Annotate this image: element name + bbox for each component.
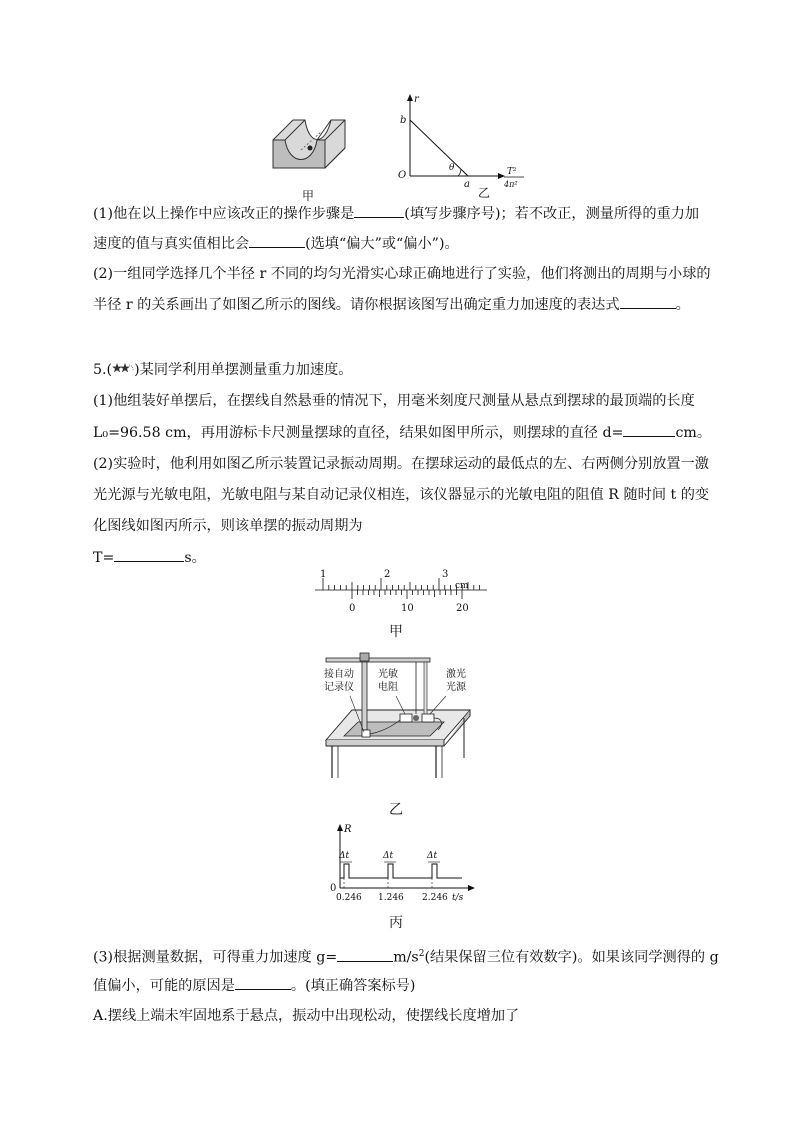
vernier-scale — [352, 590, 462, 599]
axis-x-num: T² — [507, 167, 517, 177]
label-laser-2: 光源 — [446, 682, 466, 693]
axis-r-label: r — [414, 94, 419, 105]
delta-t-1: Δt — [339, 851, 350, 861]
main-label-3: 3 — [442, 569, 449, 580]
figure-caption-yi: 乙 — [389, 802, 403, 818]
label-laser-1: 激光 — [446, 669, 466, 680]
q5-part3-unit: m/s — [393, 949, 419, 966]
figure-caption-bing: 丙 — [389, 915, 403, 931]
q5-part2-text-b: 光光源与光敏电阻，光敏电阻与某自动记录仪相连，该仪器显示的光敏电阻的阻值 R 随时间 t 的变 — [93, 487, 710, 503]
q4-part1-line2 — [93, 233, 459, 254]
q5-part3-text-e: 。(填正确答案标号) — [290, 978, 416, 994]
q4-part2-line1 — [93, 264, 711, 284]
label-resistor-2: 电阻 — [378, 682, 398, 693]
q5-part1-text-b: L₀=96.58 cm，再用游标卡尺测量摆球的直径，结果如图甲所示，则摆球的直径 d= — [93, 425, 624, 441]
q5-part1-line2 — [93, 422, 711, 443]
figure-label-yi-top: 乙 — [478, 186, 491, 200]
axis-R-label: R — [344, 824, 352, 835]
figure-label-jia-top: 甲 — [302, 189, 315, 203]
q5-part1-text-a: (1)他组装好单摆后，在摆线自然悬垂的情况下，用毫米刻度尺测量从悬点到摆球的最顶端的长度 — [93, 393, 695, 409]
point-a-label: a — [464, 179, 470, 190]
q5-part3-line2 — [93, 975, 415, 996]
q5-part2-line2 — [93, 485, 709, 505]
q5-part2-line1 — [93, 454, 709, 474]
origin-0: 0 — [330, 883, 337, 894]
q4-part2-text-c: 。 — [675, 297, 690, 313]
resistance-trace — [340, 864, 462, 878]
q4-part2-text-a: (2)一组同学选择几个半径 r 不同的均匀光滑实心球正确地进行了实验，他们将测出的周期与小球的 — [93, 266, 711, 282]
q5-part3-line1 — [93, 944, 719, 968]
label-recorder-1: 接自动 — [324, 669, 354, 680]
tick-2246: 2.246 — [422, 893, 448, 903]
q5-part2-line4 — [93, 547, 206, 568]
q5-part2-text-c: 化图线如图丙所示，则该单摆的振动周期为 — [93, 518, 363, 534]
figure-caption-jia: 甲 — [389, 624, 403, 640]
option-a[interactable] — [93, 1006, 519, 1026]
main-label-2: 2 — [384, 569, 391, 580]
tick-0246: 0.246 — [336, 893, 362, 903]
q5-part2-text-e: s。 — [184, 550, 206, 566]
q5-part3-sup: 2 — [418, 949, 425, 959]
q5-part3-text-c: (结果保留三位有效数字)。如果该同学测得的 g — [424, 949, 719, 966]
axis-x-den: 4π² — [504, 180, 518, 189]
q4-part1-text-a: (1)他在以上操作中应该改正的操作步骤是 — [93, 206, 355, 222]
origin-label: O — [398, 170, 407, 181]
q5-title: 某同学利用单摆测量重力加速度。 — [139, 362, 353, 378]
answer-blank-period[interactable] — [114, 547, 184, 562]
vernier-label-10: 10 — [401, 603, 414, 614]
answer-blank-reason[interactable] — [235, 975, 291, 990]
label-resistor-1: 光敏 — [378, 669, 398, 680]
q4-part1-line1 — [93, 203, 699, 224]
delta-t-2: Δt — [383, 851, 394, 861]
q4-part1-text-c: 速度的值与真实值相比会 — [93, 236, 250, 252]
q5-part2-text-d: T= — [93, 550, 115, 566]
q4-part1-text-d: (选填“偏大”或“偏小”)。 — [305, 236, 459, 252]
r-t-graph-figure — [322, 822, 482, 904]
q4-part2-line2 — [93, 294, 690, 315]
answer-blank-step[interactable] — [354, 203, 404, 218]
vernier-caliper-figure — [315, 568, 495, 618]
q5-part1-text-c: cm。 — [675, 425, 712, 441]
unit-cm: cm — [455, 581, 469, 591]
q5-number: 5.( — [93, 362, 113, 378]
vernier-label-20: 20 — [456, 603, 469, 614]
ball — [308, 146, 313, 151]
answer-blank-g[interactable] — [337, 947, 393, 962]
vernier-label-0: 0 — [349, 603, 356, 614]
pendulum-apparatus-figure — [318, 648, 478, 783]
option-a-text: A.摆线上端未牢固地系于悬点，振动中出现松动，使摆线长度增加了 — [93, 1008, 520, 1024]
tick-1246: 1.246 — [378, 893, 404, 903]
label-recorder-2: 记录仪 — [324, 682, 354, 693]
q5-part2-text-a: (2)实验时，他利用如图乙所示装置记录振动周期。在摆球运动的最低点的左、右两侧分别放置一激 — [93, 456, 709, 472]
r-vs-t2-graph — [390, 92, 540, 192]
q5-part1-line1 — [93, 391, 695, 411]
main-label-1: 1 — [320, 569, 327, 580]
q4-part1-text-b: (填写步骤序号)；若不改正，测量所得的重力加 — [404, 206, 700, 222]
q5-part3-text-a: (3)根据测量数据，可得重力加速度 g= — [93, 949, 338, 966]
q5-heading — [93, 360, 352, 380]
answer-blank-diameter[interactable] — [623, 422, 675, 437]
difficulty-stars-icon — [112, 362, 134, 376]
q5-close-paren: ) — [134, 362, 140, 378]
delta-t-3: Δt — [427, 851, 438, 861]
q5-part3-text-d: 值偏小，可能的原因是 — [93, 978, 235, 994]
answer-blank-compare[interactable] — [249, 233, 305, 248]
theta-label: θ — [449, 163, 455, 173]
groove-figure — [265, 112, 355, 198]
answer-blank-expression[interactable] — [620, 294, 676, 309]
point-b-label: b — [400, 115, 407, 126]
axis-t-label: t/s — [452, 893, 464, 903]
q4-part2-text-b: 半径 r 的关系画出了如图乙所示的图线。请你根据该图写出确定重力加速度的表达式 — [93, 297, 620, 313]
q5-part2-line3 — [93, 516, 363, 536]
